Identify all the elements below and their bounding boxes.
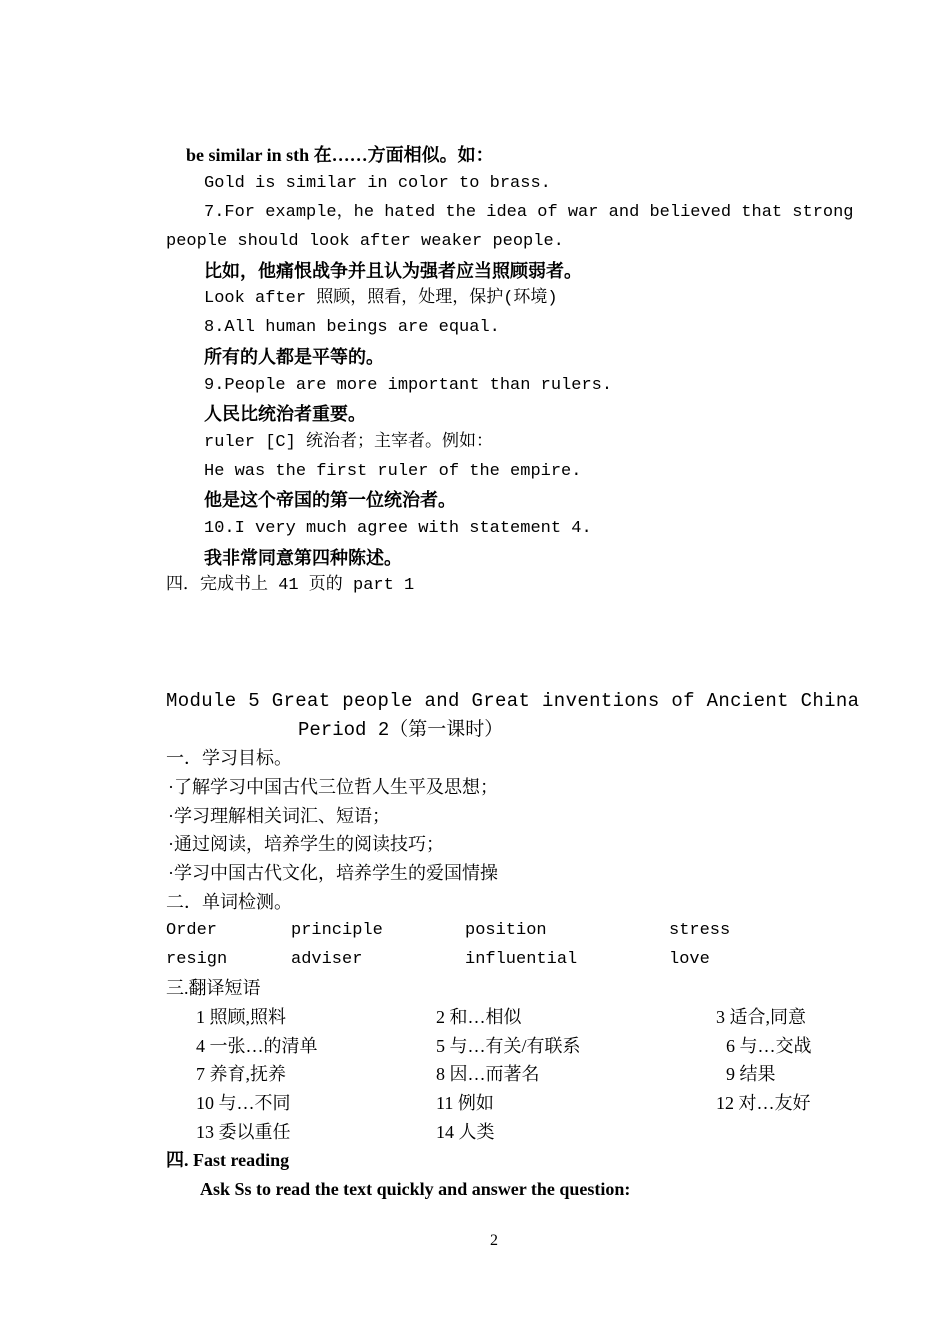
phrase-item: 2 和…相似 <box>436 1007 522 1027</box>
word-row <box>166 917 846 945</box>
phrase-item: 14 人类 <box>436 1122 495 1142</box>
word: love <box>669 950 710 969</box>
period-title: Period 2（第一课时） <box>298 719 504 741</box>
sentence-9: 9.People are more important than rulers. <box>204 376 613 395</box>
sentence-7-line2: people should look after weaker people. <box>166 232 564 251</box>
objective-item: ·通过阅读，培养学生的阅读技巧； <box>168 834 444 854</box>
phrase-item: 5 与…有关/有联系 <box>436 1036 581 1056</box>
sentence-7-translation: 比如，他痛恨战争并且认为强者应当照顾弱者。 <box>204 261 582 281</box>
phrase-item: 9 结果 <box>726 1064 776 1084</box>
objectives-heading: 一．学习目标。 <box>166 748 292 768</box>
page-number: 2 <box>490 1232 498 1249</box>
word: adviser <box>291 950 363 969</box>
phrase-item: 3 适合,同意 <box>716 1007 806 1027</box>
phrase-row <box>166 1118 846 1146</box>
objective-item: ·学习中国古代文化，培养学生的爱国情操 <box>168 863 498 883</box>
objective-item: ·学习理解相关词汇、短语； <box>168 806 390 826</box>
sentence-10-translation: 我非常同意第四种陈述。 <box>204 548 402 568</box>
example-ruler-translation: 他是这个帝国的第一位统治者。 <box>204 490 456 510</box>
phrase-item: 12 对…友好 <box>716 1093 811 1113</box>
sentence-10: 10.I very much agree with statement 4. <box>204 519 592 538</box>
phrase-similar: be similar in sth 在……方面相似。如： <box>186 145 494 165</box>
word: position <box>465 921 547 940</box>
phrase-item: 10 与…不同 <box>196 1093 291 1113</box>
sentence-8: 8.All human beings are equal. <box>204 318 500 337</box>
task-4-instruction: 四．完成书上 41 页的 part 1 <box>166 576 415 595</box>
phrase-item: 8 因…而著名 <box>436 1064 540 1084</box>
phrase-item: 11 例如 <box>436 1093 494 1113</box>
module-title: Module 5 Great people and Great inventions of Ancient China <box>166 690 860 712</box>
words-heading: 二．单词检测。 <box>166 892 292 912</box>
fast-reading-instruction: Ask Ss to read the text quickly and answer the question: <box>200 1179 631 1199</box>
phrases-heading: 三.翻译短语 <box>166 978 261 998</box>
sentence-8-translation: 所有的人都是平等的。 <box>204 347 384 367</box>
word-row <box>166 946 846 974</box>
phrase-item: 7 养育,抚养 <box>196 1064 286 1084</box>
sentence-7-line1: 7.For example，he hated the idea of war and believed that strong <box>204 203 854 222</box>
word: principle <box>291 921 383 940</box>
phrase-item: 1 照顾,照料 <box>196 1007 286 1027</box>
objective-item: ·了解学习中国古代三位哲人生平及思想； <box>168 777 498 797</box>
phrase-row <box>166 1089 846 1117</box>
phrase-row <box>166 1060 846 1088</box>
sentence-9-translation: 人民比统治者重要。 <box>204 404 366 424</box>
phrase-row <box>166 1003 846 1031</box>
phrase-row <box>166 1032 846 1060</box>
word: resign <box>166 950 228 969</box>
word-ruler-definition: ruler [C] 统治者；主宰者。例如： <box>204 433 494 452</box>
example-similar: Gold is similar in color to brass. <box>204 174 551 193</box>
phrase-look-after: Look after 照顾，照看，处理，保护(环境) <box>204 289 558 308</box>
word: influential <box>465 950 578 969</box>
word: stress <box>669 921 731 940</box>
phrase-item: 4 一张…的清单 <box>196 1036 318 1056</box>
example-ruler: He was the first ruler of the empire. <box>204 462 582 481</box>
word: Order <box>166 921 218 940</box>
phrase-item: 6 与…交战 <box>726 1036 812 1056</box>
phrase-item: 13 委以重任 <box>196 1122 291 1142</box>
fast-reading-heading: 四. Fast reading <box>166 1150 290 1170</box>
